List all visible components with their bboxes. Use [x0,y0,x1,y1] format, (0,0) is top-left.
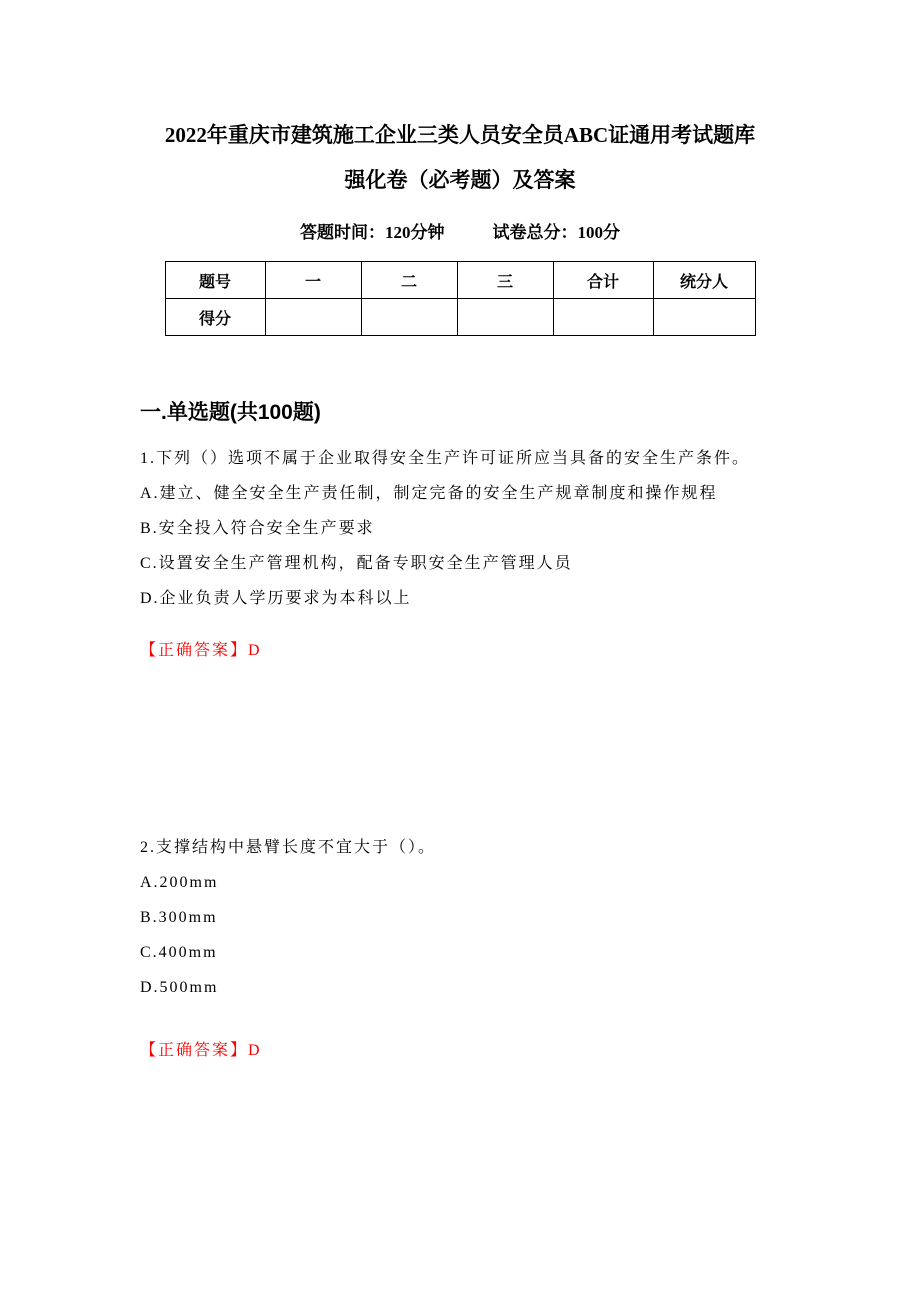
table-header-cell: 一 [265,262,361,299]
answer-line [140,641,800,660]
option-d: D.企业负责人学历要求为本科以上 [140,590,412,607]
table-empty-cell [361,299,457,336]
title-line-1: 2022年重庆市建筑施工企业三类人员安全员ABC证通用考试题库 [164,123,756,147]
table-header-cell: 统分人 [653,262,755,299]
option-d: D.500mm [140,979,219,996]
question-block-2 [140,838,800,1060]
section-heading: 一.单选题(共100题) [140,401,321,424]
answer-line [140,1041,800,1060]
title-line-2: 强化卷（必考题）及答案 [344,168,576,192]
table-header-cell: 题号 [165,262,265,299]
score-table-score-row [165,299,755,336]
score-table [165,261,756,336]
option-b: B.300mm [140,909,218,926]
question-text: 2.支撑结构中悬臂长度不宜大于（）。 [140,839,437,856]
table-header-cell: 三 [457,262,553,299]
answer-value: D [248,642,262,659]
question-block-1 [140,449,800,660]
option-c: C.设置安全生产管理机构，配备专职安全生产管理人员 [140,555,573,572]
table-empty-cell [265,299,361,336]
score-table-header-row [165,262,755,299]
table-header-cell: 合计 [553,262,653,299]
option-a: A.200mm [140,874,219,891]
option-a: A.建立、健全安全生产责任制，制定完备的安全生产规章制度和操作规程 [140,485,718,502]
table-empty-cell [457,299,553,336]
answer-value: D [248,1042,262,1059]
total-score: 试卷总分：100分 [492,223,620,242]
option-c: C.400mm [140,944,218,961]
option-b: B.安全投入符合安全生产要求 [140,520,375,537]
table-header-cell: 二 [361,262,457,299]
table-empty-cell [553,299,653,336]
score-row-label: 得分 [165,299,265,336]
answer-label: 【正确答案】 [140,1042,249,1059]
question-text: 1.下列（）选项不属于企业取得安全生产许可证所应当具备的安全生产条件。 [140,450,751,467]
exam-meta [0,222,920,244]
answer-time: 答题时间：120分钟 [300,223,445,242]
table-empty-cell [653,299,755,336]
document-title [0,0,920,193]
answer-label: 【正确答案】 [140,642,249,659]
